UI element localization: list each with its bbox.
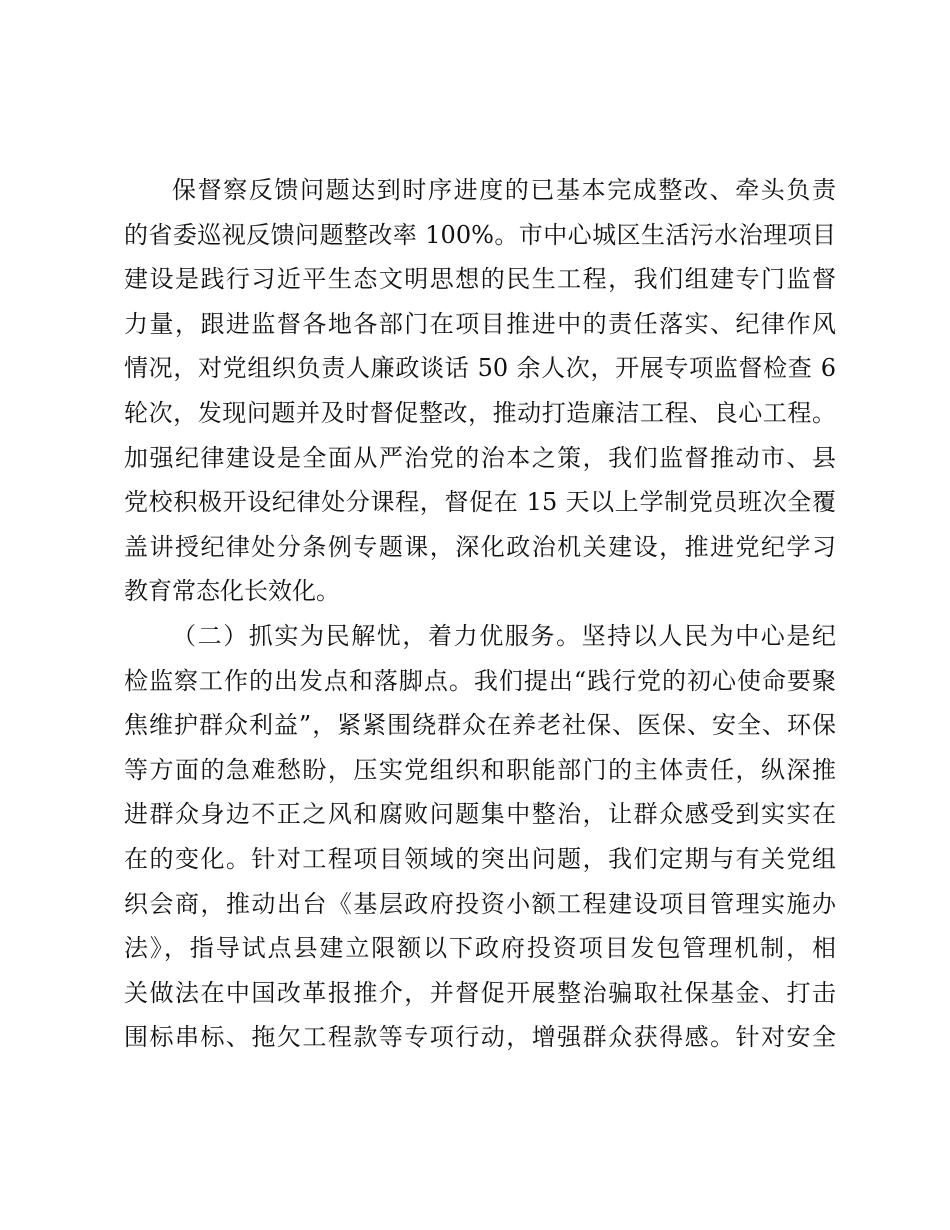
text-line: 教育常态化长效化。 bbox=[124, 577, 340, 606]
text-line: 关做法在中国改革报推介，并督促开展整治骗取社保基金、打击 bbox=[124, 978, 836, 1007]
text-line: 保督察反馈问题达到时序进度的已基本完成整改、牵头负责 bbox=[172, 176, 836, 204]
text-line: 建设是践行习近平生态文明思想的民生工程，我们组建专门监督 bbox=[124, 265, 836, 294]
text-line: 党校积极开设纪律处分课程，督促在 15 天以上学制党员班次全覆 bbox=[124, 488, 836, 517]
body-text bbox=[124, 168, 836, 1060]
text-line: 情况，对党组织负责人廉政谈话 50 余人次，开展专项监督检查 6 bbox=[124, 354, 836, 383]
text-line: 围标串标、拖欠工程款等专项行动，增强群众获得感。针对安全 bbox=[124, 1023, 836, 1052]
text-line: 力量，跟进监督各地各部门在项目推进中的责任落实、纪律作风 bbox=[124, 309, 836, 338]
text-line: 在的变化。针对工程项目领域的突出问题，我们定期与有关党组 bbox=[124, 844, 836, 873]
text-line: （二）抓实为民解忧，着力优服务。坚持以人民为中心是纪 bbox=[172, 621, 836, 650]
text-line: 进群众身边不正之风和腐败问题集中整治，让群众感受到实实在 bbox=[124, 800, 836, 829]
text-line: 检监察工作的出发点和落脚点。我们提出“践行党的初心使命要聚 bbox=[124, 666, 836, 695]
text-line: 加强纪律建设是全面从严治党的治本之策，我们监督推动市、县 bbox=[124, 443, 836, 472]
text-line: 织会商，推动出台《基层政府投资小额工程建设项目管理实施办 bbox=[124, 889, 836, 918]
text-line: 的省委巡视反馈问题整改率 100%。市中心城区生活污水治理项目 bbox=[124, 220, 836, 249]
text-line: 盖讲授纪律处分条例专题课，深化政治机关建设，推进党纪学习 bbox=[124, 532, 836, 561]
text-line: 焦维护群众利益”，紧紧围绕群众在养老社保、医保、安全、环保 bbox=[124, 711, 836, 740]
text-line: 轮次，发现问题并及时督促整改，推动打造廉洁工程、良心工程。 bbox=[124, 398, 836, 427]
text-line: 法》，指导试点县建立限额以下政府投资项目发包管理机制，相 bbox=[124, 934, 836, 963]
text-line: 等方面的急难愁盼，压实党组织和职能部门的主体责任，纵深推 bbox=[124, 755, 836, 784]
